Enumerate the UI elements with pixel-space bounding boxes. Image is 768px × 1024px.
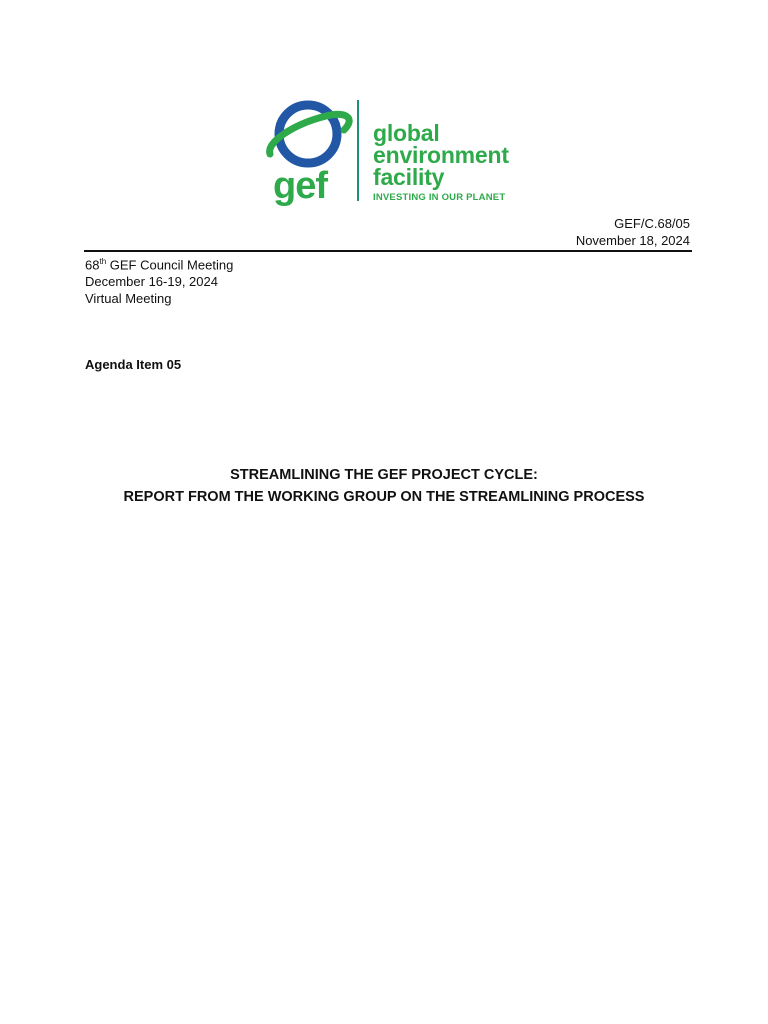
header-rule xyxy=(84,250,692,252)
logo-mark-text: gef xyxy=(273,165,327,207)
logo-divider xyxy=(357,100,359,201)
meeting-ordinal-number: 68 xyxy=(85,257,100,273)
logo-word-global: global xyxy=(373,120,440,146)
logo-word-facility: facility xyxy=(373,164,445,190)
meeting-info xyxy=(85,253,233,307)
title-line-2: REPORT FROM THE WORKING GROUP ON THE STREAMLINING PROCESS xyxy=(123,489,645,505)
meeting-dates: December 16-19, 2024 xyxy=(85,274,218,290)
document-date: November 18, 2024 xyxy=(575,233,690,248)
gef-globe-logo-icon xyxy=(264,96,354,212)
meeting-ordinal-suffix: th xyxy=(99,257,107,266)
meeting-name-rest: GEF Council Meeting xyxy=(106,257,234,273)
title-line-1: STREAMLINING THE GEF PROJECT CYCLE: xyxy=(230,467,538,483)
gef-logo xyxy=(264,96,514,212)
document-reference-block xyxy=(576,215,690,249)
meeting-venue: Virtual Meeting xyxy=(85,291,172,307)
meeting-name xyxy=(85,253,233,273)
agenda-item: Agenda Item 05 xyxy=(85,357,182,372)
document-reference: GEF/C.68/05 xyxy=(614,216,690,231)
logo-tagline: INVESTING IN OUR PLANET xyxy=(373,192,506,203)
logo-wordmark xyxy=(373,122,509,203)
logo-word-environment: environment xyxy=(373,142,509,168)
document-title xyxy=(0,464,768,508)
